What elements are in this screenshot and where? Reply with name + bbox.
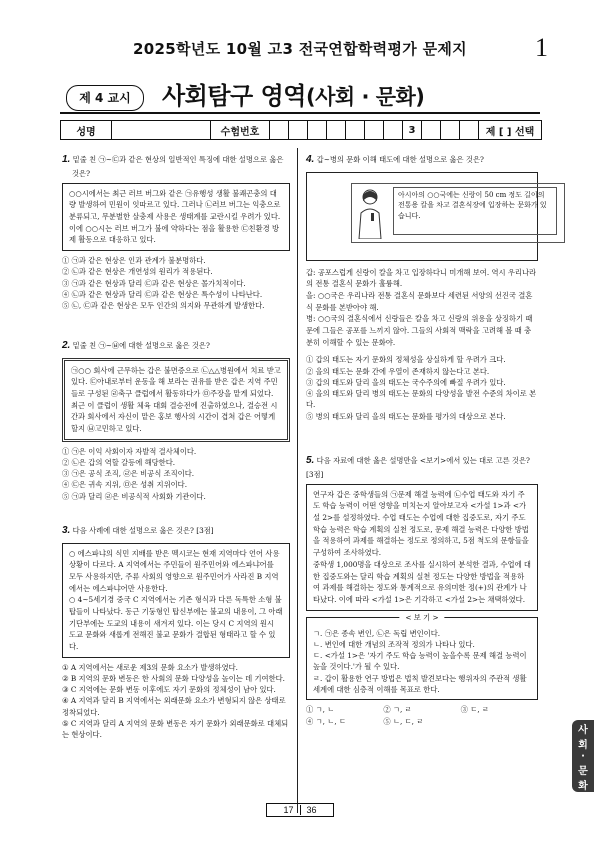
exam-number-label: 수험번호 xyxy=(211,121,270,139)
bogi-item: ㄴ. 변인에 대한 개념의 조작적 정의가 나타나 있다. xyxy=(313,639,475,649)
passage-item: ○ 에스파냐의 식민 지배를 받은 멕시코는 현재 지역마다 언어 사용 상황이 다르다. A 지역에서는 주민들이 원주민어와 에스파냐어를 모두 사용하지만, 주류 사회의 영향으로 원주민어가 사라진 B 지역에서는 에스파냐어만 사용한다. xyxy=(69,548,280,593)
option-1[interactable]: ① ㉠과 같은 현상은 인과 관계가 불분명하다. xyxy=(62,256,206,266)
current-page: 17 xyxy=(277,805,300,815)
option-5[interactable]: ⑤ ㉡, ㉢과 같은 현상은 모두 인간의 의지와 무관하게 발생한다. xyxy=(62,301,265,311)
question-number: 3. xyxy=(62,525,71,536)
sidetab-char: 사 xyxy=(578,724,588,736)
bogi-label: < 보 기 > xyxy=(399,612,444,623)
option-2[interactable]: ② ㉡은 갑의 역할 갈등에 해당한다. xyxy=(62,457,176,467)
elective-select[interactable]: 제 [ ] 선택 xyxy=(485,126,535,138)
response-gap: 갑: 공포스럽게 신랑이 칼을 차고 입장하다니 미개해 보여. 역시 우리나라의 전통 결혼식 문화가 훌륭해. xyxy=(306,267,537,289)
exam-digit-box[interactable] xyxy=(365,121,384,139)
question-number: 2. xyxy=(62,340,71,351)
option-4[interactable]: ④ 을의 태도와 달리 병의 태도는 문화의 다양성을 발전 수준의 차이로 본다. xyxy=(306,389,537,410)
bogi-box xyxy=(306,612,538,701)
bogi-item: ㄹ. 갑이 활용한 연구 방법은 법칙 발견보다는 행위자의 주관적 생활 세계에 대한 심층적 이해를 목표로 한다. xyxy=(313,673,527,694)
question-1 xyxy=(62,152,290,312)
speech-bubble: 아시아의 ○○국에는 신랑이 50 cm 정도 길이의 전통용 칼을 차고 결혼식장에 입장하는 문화가 있습니다. xyxy=(393,187,557,235)
subject-paren: (사회 · 문화) xyxy=(305,85,425,109)
session-badge: 제 4 교시 xyxy=(66,85,144,111)
option-4[interactable]: ④ ㉡과 같은 현상과 달리 ㉢과 같은 현상은 특수성이 나타난다. xyxy=(62,290,263,300)
passage-box xyxy=(62,543,290,658)
responses xyxy=(306,265,538,351)
option-2[interactable]: ② B 지역의 문화 변동은 한 사회의 문화 다양성을 높이는 데 기여한다. xyxy=(62,673,286,683)
option-3[interactable]: ③ ㉠과 같은 현상과 달리 ㉢과 같은 현상은 몰가치적이다. xyxy=(62,278,246,288)
bogi-item: ㄷ. <가설 1>은 '자기 주도 학습 능력이 높을수록 문제 해결 능력이 높을 것이다.'가 될 수 있다. xyxy=(313,651,527,672)
exam-digit-box[interactable] xyxy=(289,121,308,139)
passage-box: ㉠○○ 회사에 근무하는 갑은 불면증으로 ㉡△△병원에서 치료 받고 있다. ㉢아내로부터 운동을 해 보라는 권유를 받은 갑은 지역 주민들로 구성된 ㉣축구 클럽에서 활동하다가 ㉤주장을 맡게 되었다. 최근 이 클럽이 생활 체육 대회 결승전에 진출하였으나, 결승전 시간과 회사에서 자신이 맡은 홍보 행사의 시간이 겹쳐 갑은 어떻게 할지 ㉥고민하고 있다. xyxy=(62,358,290,442)
option-3[interactable]: ③ ㉠은 공식 조직, ㉣은 비공식 조직이다. xyxy=(62,469,195,479)
page-number: 1 xyxy=(535,33,548,62)
passage-box: ○○시에서는 최근 러브 버그와 같은 ㉠유행성 생활 불쾌곤충의 대량 발생하여 민원이 잇따르고 있다. 그러나 ㉡러브 버그는 익충으로 분류되고, 무분별한 살충제 사용은 생태계를 교란시킬 우려가 있다. 이에 ○○시는 러브 버그가 불에 약하다는 점을 활용한 ㉢친환경 방제 활동으로 대응하고 있다. xyxy=(62,183,290,251)
name-label: 성명 xyxy=(61,121,112,139)
reporter-icon xyxy=(357,187,383,239)
question-number: 5. xyxy=(306,455,315,466)
exam-digit-fixed: 3 xyxy=(403,121,422,139)
subject-side-tab xyxy=(572,720,594,792)
exam-digit-box[interactable] xyxy=(460,121,479,139)
option-4[interactable]: ④ A 지역과 달리 B 지역에서는 외래문화 요소가 변형되지 않은 상태로 정착되었다. xyxy=(62,696,286,717)
question-stem: 갑~병의 문화 이해 태도에 대한 설명으로 옳은 것은? xyxy=(316,155,484,164)
passage-box: 연구자 갑은 중학생들의 ㉠문제 해결 능력에 ㉡수업 태도와 자기 주도 학습 능력이 어떤 영향을 미치는지 알아보고자 <가설 1>과 <가설 2>를 설정하였다. 수업 태도는 수업에 대한 집중도로, 자기 주도 학습 능력은 학습 계획의 실천 정도로, 문제 해결 능력은 다양한 방법을 적용하여 과제를 해결하는 정도로 정의하고, 5점 척도의 문항들을 구성하여 조사하였다. 중학생 1,000명을 대상으로 조사를 실시하여 분석한 결과, 수업에 대한 집중도와는 달리 학습 계획의 실천 정도는 다양한 방법을 적용하여 과제를 해결하는 정도와 통계적으로 유의미한 정(+)의 관계가 나타났다. 이에 따라 <가설 1>은 기각하고 <가설 2>는 채택하였다. xyxy=(306,484,538,611)
subject-main: 사회탐구 영역 xyxy=(162,82,306,110)
question-stem: 다음 자료에 대한 옳은 설명만을 <보기>에서 있는 대로 고른 것은? [3점] xyxy=(306,456,530,479)
exam-digit-box[interactable] xyxy=(308,121,327,139)
question-number: 4. xyxy=(306,154,315,165)
name-field[interactable] xyxy=(112,121,211,139)
exam-title: 2025학년도 10월 고3 전국연합학력평가 문제지 xyxy=(133,40,467,58)
option-3[interactable]: ③ C 지역에는 문화 변동 이후에도 자기 문화의 정체성이 남아 있다. xyxy=(62,685,276,695)
option-4[interactable]: ④ ㉢은 귀속 지위, ㉤은 성취 지위이다. xyxy=(62,480,188,490)
candidate-info-bar xyxy=(60,120,542,140)
sidetab-char: 화 xyxy=(578,780,588,792)
option-4[interactable]: ④ ㄱ, ㄴ, ㄷ xyxy=(306,716,347,726)
total-pages: 36 xyxy=(306,805,317,815)
option-1[interactable]: ① ㄱ, ㄴ xyxy=(306,705,335,715)
sidetab-char: 문 xyxy=(578,765,588,777)
sidetab-char: · xyxy=(581,750,585,762)
page-counter xyxy=(266,803,333,817)
option-1[interactable]: ① 갑의 태도는 자기 문화의 정체성을 상실하게 할 우려가 크다. xyxy=(306,355,506,365)
exam-digit-box[interactable] xyxy=(327,121,346,139)
passage-item: ○ 4~5세기경 중국 C 지역에서는 기존 형식과 다른 독특한 소형 불탑들이 나타났다. 동근 기둥형인 탑신부에는 불교의 내용이, 그 아래 기단부에는 도교의 내용이 새겨져 있다. 이는 당시 C 지역의 원시 도교 문화와 새롭게 전해진 불교 문화가 결합된 형태라고 할 수 있다. xyxy=(69,595,283,651)
bogi-item: ㄱ. ㉠은 종속 변인, ㉡은 독립 변인이다. xyxy=(313,628,441,638)
option-5[interactable]: ⑤ 병의 태도와 달리 을의 태도는 문화를 평가의 대상으로 본다. xyxy=(306,411,506,421)
exam-digit-box[interactable] xyxy=(270,121,289,139)
question-stem: 밑줄 친 ㉠~㉥에 대한 설명으로 옳은 것은? xyxy=(72,341,210,350)
response-byeong: 병: ○○국의 결혼식에서 신랑들은 칼을 차고 신랑의 위용을 상징하기 때문에 그들은 공포를 느끼지 않아. 그들의 사회적 맥락을 고려해 볼 때 충분히 이해할 수 있는 문화야. xyxy=(306,314,533,347)
option-1[interactable]: ① A 지역에서는 새로운 제3의 문화 요소가 발생하였다. xyxy=(62,662,238,672)
option-2[interactable]: ② ㉡과 같은 현상은 개연성의 원리가 적용된다. xyxy=(62,267,213,277)
option-5[interactable]: ⑤ C 지역과 달리 A 지역의 문화 변동은 자기 문화가 외래문화로 대체되는 현상이다. xyxy=(62,719,289,740)
option-3[interactable]: ③ ㄷ, ㄹ xyxy=(460,705,490,715)
page-footer xyxy=(0,803,600,817)
response-eul: 을: ○○국은 우리나라 전통 결혼식 문화보다 세련된 서양의 선진국 결혼식 문화를 본받아야 해. xyxy=(306,290,533,312)
option-2[interactable]: ② 을의 태도는 문화 간에 우열이 존재하지 않는다고 본다. xyxy=(306,366,490,376)
exam-digit-box[interactable] xyxy=(384,121,403,139)
question-number: 1. xyxy=(62,154,71,165)
exam-digit-box[interactable] xyxy=(441,121,460,139)
exam-digit-box[interactable] xyxy=(422,121,441,139)
option-5[interactable]: ⑤ ㉠과 달리 ㉣은 비공식적 사회화 기관이다. xyxy=(62,491,206,501)
sidetab-char: 회 xyxy=(578,739,588,751)
option-2[interactable]: ② ㄱ, ㄹ xyxy=(383,705,412,715)
subject-title xyxy=(162,76,424,111)
exam-digit-box[interactable] xyxy=(346,121,365,139)
question-2 xyxy=(62,338,290,502)
question-stem: 다음 사례에 대한 설명으로 옳은 것은? [3점] xyxy=(72,526,214,535)
options xyxy=(306,704,538,727)
question-5 xyxy=(306,453,538,727)
question-stem: 밑줄 친 ㉠~㉢과 같은 현상의 일반적인 특징에 대한 설명으로 옳은 것은? xyxy=(72,155,284,178)
tv-illustration xyxy=(306,172,547,261)
option-3[interactable]: ③ 갑의 태도와 달리 을의 태도는 국수주의에 빠질 우려가 있다. xyxy=(306,377,506,387)
question-4 xyxy=(306,152,547,422)
question-3 xyxy=(62,523,290,741)
option-5[interactable]: ⑤ ㄴ, ㄷ, ㄹ xyxy=(383,716,424,726)
header-divider xyxy=(60,112,540,114)
option-1[interactable]: ① ㉠은 이익 사회이자 자발적 결사체이다. xyxy=(62,446,197,456)
column-divider xyxy=(297,148,298,813)
